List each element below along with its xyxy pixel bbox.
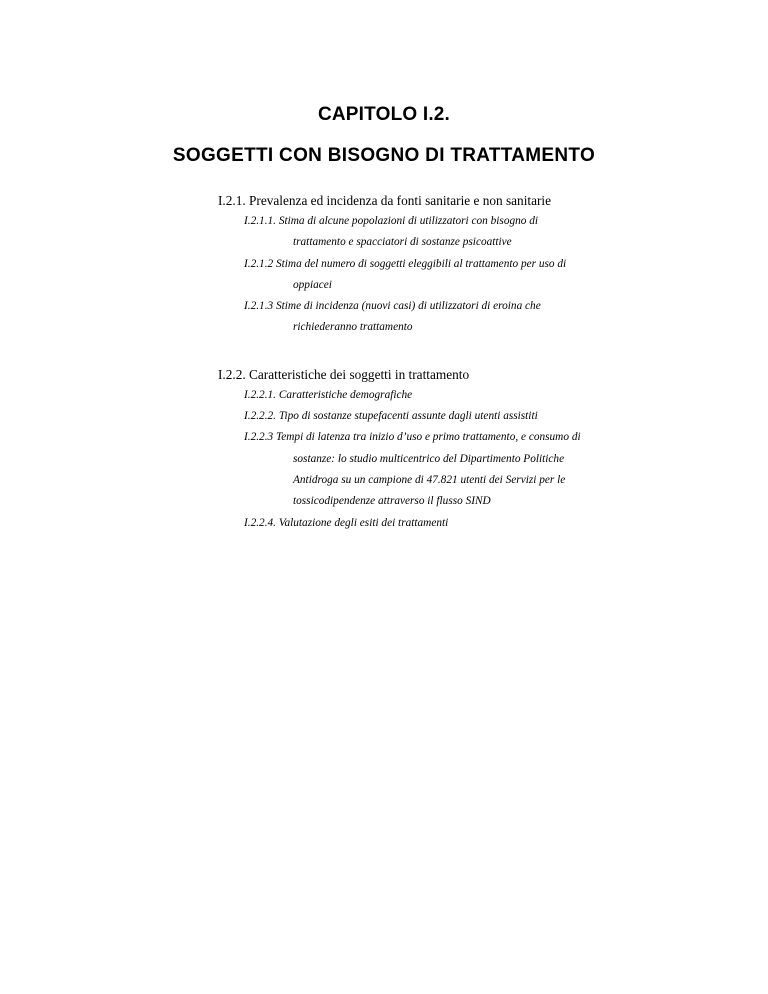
subsection-text: I.2.1.3 Stime di incidenza (nuovi casi) di utilizzatori di eroina che (244, 300, 541, 313)
subsection-list (218, 385, 738, 534)
toc-section-1 (218, 191, 738, 339)
section-heading: I.2.1. Prevalenza ed incidenza da fonti sanitarie e non sanitarie (218, 193, 552, 208)
subsection-item (244, 427, 738, 512)
subsection-text: I.2.1.2 Stima del numero di soggetti eleggibili al trattamento per uso di (244, 257, 567, 270)
subsection-text: I.2.2.4. Valutazione degli esiti dei trattamenti (244, 516, 449, 529)
subsection-text-continued: Antidroga su un campione di 47.821 utenti dei Servizi per le (293, 473, 566, 486)
subsection-item (244, 211, 738, 254)
subsection-item (244, 385, 738, 406)
section-heading: I.2.2. Caratteristiche dei soggetti in trattamento (218, 366, 470, 382)
subsection-text: I.2.2.1. Caratteristiche demografiche (244, 388, 413, 401)
subsection-list (218, 211, 738, 339)
toc-section-2 (218, 365, 738, 534)
table-of-contents (218, 191, 738, 560)
subsection-text-continued: tossicodipendenze attraverso il flusso SIND (293, 495, 491, 508)
subsection-text-continued: sostanze: lo studio multicentrico del Dipartimento Politiche (293, 452, 565, 465)
subsection-text-continued: oppiacei (293, 278, 332, 291)
chapter-title: SOGGETTI CON BISOGNO DI TRATTAMENTO (172, 145, 596, 166)
subsection-text-continued: trattamento e spacciatori di sostanze psicoattive (293, 236, 512, 249)
subsection-text: I.2.2.3 Tempi di latenza tra inizio d’uso e primo trattamento, e consumo di (244, 431, 581, 444)
subsection-text: I.2.1.1. Stima di alcune popolazioni di utilizzatori con bisogno di (244, 215, 539, 227)
chapter-label: CAPITOLO I.2. (317, 104, 451, 125)
subsection-item (244, 406, 738, 427)
subsection-item (244, 513, 738, 534)
subsection-text: I.2.2.2. Tipo di sostanze stupefacenti assunte dagli utenti assistiti (244, 410, 538, 423)
subsection-text-continued: richiederanno trattamento (293, 321, 413, 334)
subsection-item (244, 296, 738, 339)
subsection-item (244, 254, 738, 297)
